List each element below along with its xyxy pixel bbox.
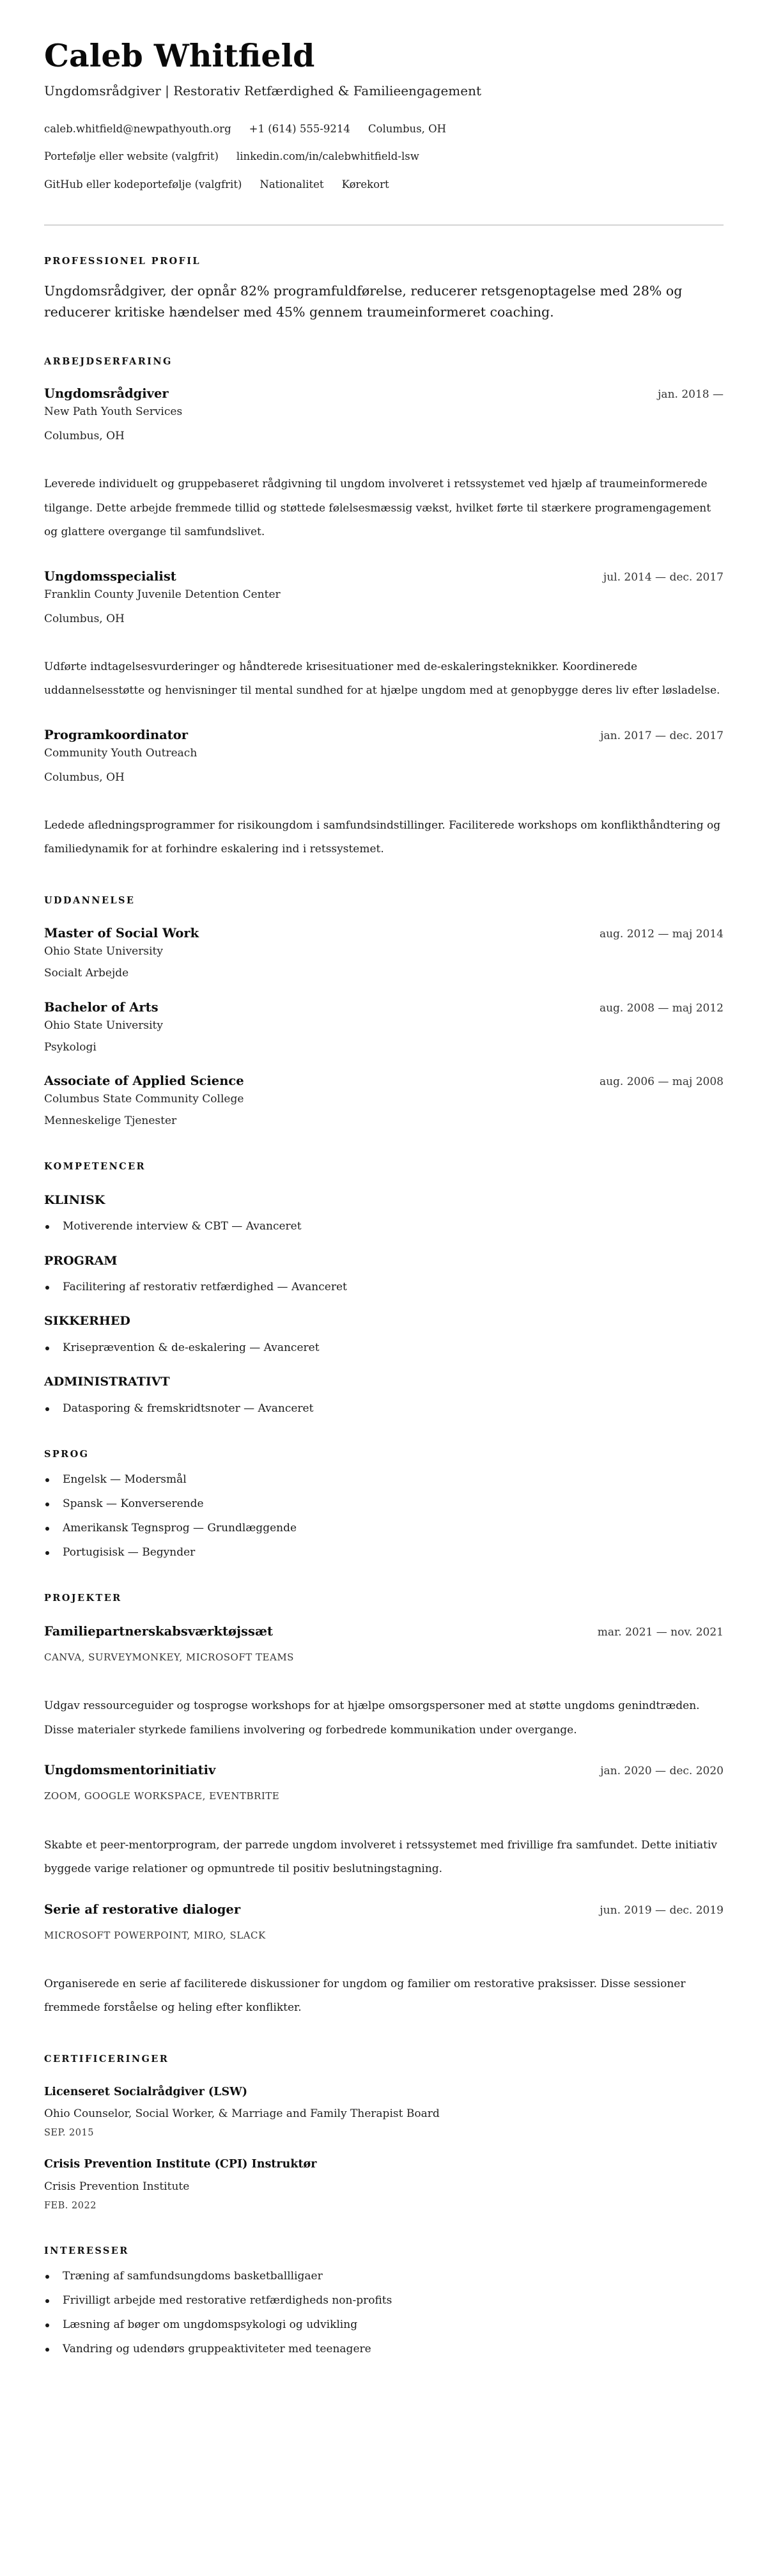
contact-phone[interactable]: +1 (614) 555-9214 xyxy=(249,122,350,135)
skill-item: Datasporing & fremskridtsnoter — Avanceret xyxy=(63,1401,724,1416)
section-heading-skills: KOMPETENCER xyxy=(44,1160,146,1172)
skill-item: Facilitering af restorativ retfærdighed — Avanceret xyxy=(63,1280,724,1294)
contact-github[interactable]: GitHub eller kodeportefølje (valgfrit) xyxy=(44,178,242,191)
interest-item: Læsning af bøger om ungdomspsykologi og udvikling xyxy=(63,2318,724,2332)
job-description: Ledede afledningsprogrammer for risikoungdom i samfundsindstillinger. Faciliterede workshops om konflikthåndtering og familiedynamik for at forhindre eskalering ind i retssystemet. xyxy=(44,818,721,856)
project-dates: mar. 2021 — nov. 2021 xyxy=(597,1625,724,1639)
degree-title: Associate of Applied Science xyxy=(44,1073,244,1088)
interest-item: Træning af samfundsungdoms basketballligaer xyxy=(63,2269,724,2283)
projects-section xyxy=(44,1593,724,2020)
contact-row-links xyxy=(44,150,724,163)
job-title: Ungdomsrådgiver xyxy=(44,386,169,402)
job-title: Ungdomsspecialist xyxy=(44,568,176,584)
contact-email[interactable]: caleb.whitfield@newpathyouth.org xyxy=(44,122,231,135)
job-dates: jan. 2018 — xyxy=(658,388,724,402)
skill-list xyxy=(44,1401,724,1416)
language-item: Engelsk — Modersmål xyxy=(63,1472,724,1487)
job-entry xyxy=(44,728,724,862)
project-tools: ZOOM, GOOGLE WORKSPACE, EVENTBRITE xyxy=(44,1790,280,1802)
degree-title: Master of Social Work xyxy=(44,926,199,941)
school-name: Columbus State Community College xyxy=(44,1092,244,1105)
project-tools: MICROSOFT POWERPOINT, MIRO, SLACK xyxy=(44,1929,266,1941)
project-title: Ungdomsmentorinitiativ xyxy=(44,1763,216,1778)
profile-summary: Ungdomsrådgiver, der opnår 82% programfuldførelse, reducerer retsgenoptagelse med 28% og reducerer kritiske hændelser med 45% gennem traumeinformeret coaching. xyxy=(44,283,683,320)
interest-list xyxy=(44,2269,724,2356)
skill-list xyxy=(44,1219,724,1233)
skill-list xyxy=(44,1280,724,1294)
profile-section xyxy=(44,256,724,323)
education-entry xyxy=(44,1000,724,1054)
education-dates: aug. 2008 — maj 2012 xyxy=(599,1001,724,1015)
project-title: Serie af restorative dialoger xyxy=(44,1901,241,1917)
project-description: Organiserede en serie af faciliterede diskussioner for ungdom og familier om restorative praksisser. Disse sessioner fremmede forståelse og heling efter konflikter. xyxy=(44,1978,686,2015)
section-heading-projects: PROJEKTER xyxy=(44,1593,122,1604)
job-entry xyxy=(44,569,724,703)
project-entry xyxy=(44,1902,724,2020)
interest-item: Frivilligt arbejde med restorative retfærdigheds non-profits xyxy=(63,2293,724,2307)
education-section xyxy=(44,895,724,1128)
section-heading-interests: INTERESSER xyxy=(44,2245,129,2256)
certification-date: FEB. 2022 xyxy=(44,2201,97,2212)
contact-location: Columbus, OH xyxy=(368,122,447,135)
contact-nationality: Nationalitet xyxy=(260,178,324,191)
job-company: Franklin County Juvenile Detention Center xyxy=(44,588,281,601)
certifications-section xyxy=(44,2054,724,2212)
education-dates: aug. 2012 — maj 2014 xyxy=(599,928,724,941)
candidate-name: Caleb Whitfield xyxy=(44,37,315,74)
resume-header xyxy=(44,37,724,191)
header-divider xyxy=(44,224,724,226)
skill-category-safety: SIKKERHED xyxy=(44,1314,130,1329)
interest-item: Vandring og udendørs gruppeaktiviteter med teenagere xyxy=(63,2342,724,2356)
job-company: Community Youth Outreach xyxy=(44,746,198,760)
candidate-headline: Ungdomsrådgiver | Restorativ Retfærdighed & Familieengagement xyxy=(44,82,482,98)
job-entry xyxy=(44,386,724,544)
contact-drivers-license: Kørekort xyxy=(341,178,389,191)
skill-item: Kriseprævention & de-eskalering — Avanceret xyxy=(63,1341,724,1355)
section-heading-certifications: CERTIFICERINGER xyxy=(44,2053,169,2065)
job-company: New Path Youth Services xyxy=(44,405,183,419)
field-of-study: Psykologi xyxy=(44,1040,97,1054)
contact-row-primary xyxy=(44,122,724,136)
project-tools: CANVA, SURVEYMONKEY, MICROSOFT TEAMS xyxy=(44,1651,294,1663)
certification-date: SEP. 2015 xyxy=(44,2128,94,2139)
job-dates: jan. 2017 — dec. 2017 xyxy=(600,729,724,742)
project-dates: jan. 2020 — dec. 2020 xyxy=(600,1765,724,1778)
education-entry xyxy=(44,1073,724,1128)
certification-title: Crisis Prevention Institute (CPI) Instruktør xyxy=(44,2158,317,2171)
section-heading-profile: PROFESSIONEL PROFIL xyxy=(44,256,201,267)
job-location: Columbus, OH xyxy=(44,770,125,784)
project-entry xyxy=(44,1624,724,1742)
language-item: Amerikansk Tegnsprog — Grundlæggende xyxy=(63,1521,724,1535)
school-name: Ohio State University xyxy=(44,1019,163,1032)
experience-section xyxy=(44,356,724,861)
certification-entry xyxy=(44,2085,724,2140)
skill-category-clinical: KLINISK xyxy=(44,1192,105,1207)
section-heading-languages: SPROG xyxy=(44,1448,89,1460)
certification-title: Licenseret Socialrådgiver (LSW) xyxy=(44,2085,248,2098)
certification-entry xyxy=(44,2157,724,2212)
job-dates: jul. 2014 — dec. 2017 xyxy=(603,570,724,584)
project-title: Familiepartnerskabsværktøjssæt xyxy=(44,1623,273,1639)
contact-row-extra xyxy=(44,178,724,191)
project-description: Skabte et peer-mentorprogram, der parrede ungdom involveret i retssystemet med frivillige fra samfundet. Dette initiativ byggede varige relationer og opmuntrede til positiv beslutningstagning. xyxy=(44,1838,717,1876)
job-location: Columbus, OH xyxy=(44,430,125,443)
job-location: Columbus, OH xyxy=(44,612,125,625)
skill-category-program: PROGRAM xyxy=(44,1253,118,1268)
skill-category-administrative: ADMINISTRATIVT xyxy=(44,1375,170,1389)
education-entry xyxy=(44,926,724,980)
contact-portfolio[interactable]: Portefølje eller website (valgfrit) xyxy=(44,150,219,163)
education-dates: aug. 2006 — maj 2008 xyxy=(599,1075,724,1088)
language-list xyxy=(44,1472,724,1559)
contact-linkedin[interactable]: linkedin.com/in/calebwhitfield-lsw xyxy=(236,150,419,163)
interests-section xyxy=(44,2245,724,2356)
job-description: Leverede individuelt og gruppebaseret rådgivning til ungdom involveret i retssystemet ved hjælp af traumeinformerede tilgange. Dette arbejde fremmede tillid og støttede følelsesmæssig vækst, hvilket førte til stærkere programengagement og glattere overgange til samfundslivet. xyxy=(44,478,711,539)
project-entry xyxy=(44,1763,724,1881)
project-dates: jun. 2019 — dec. 2019 xyxy=(600,1903,724,1917)
job-title: Programkoordinator xyxy=(44,727,189,742)
degree-title: Bachelor of Arts xyxy=(44,999,159,1015)
school-name: Ohio State University xyxy=(44,945,163,958)
certification-issuer: Ohio Counselor, Social Worker, & Marriage and Family Therapist Board xyxy=(44,2107,440,2121)
section-heading-education: UDDANNELSE xyxy=(44,894,136,906)
skill-list xyxy=(44,1341,724,1355)
project-description: Udgav ressourceguider og tosprogse workshops for at hjælpe omsorgspersoner med at støtte ungdoms genindtræden. Disse materialer styrkede familiens involvering og forbedrede kommunikation under overgange. xyxy=(44,1699,700,1737)
certification-issuer: Crisis Prevention Institute xyxy=(44,2180,190,2194)
skill-item: Motiverende interview & CBT — Avanceret xyxy=(63,1219,724,1233)
job-description: Udførte indtagelsesvurderinger og håndterede krisesituationer med de-eskaleringsteknikker. Koordinerede uddannelsesstøtte og henvisninger til mental sundhed for at hjælpe ungdom med at genopbygge deres liv efter løsladelse. xyxy=(44,660,720,698)
field-of-study: Socialt Arbejde xyxy=(44,967,129,980)
language-item: Spansk — Konverserende xyxy=(63,1497,724,1511)
field-of-study: Menneskelige Tjenester xyxy=(44,1114,177,1127)
skills-section xyxy=(44,1161,724,1416)
language-item: Portugisisk — Begynder xyxy=(63,1545,724,1559)
languages-section xyxy=(44,1449,724,1559)
section-heading-experience: ARBEJDSERFARING xyxy=(44,356,173,368)
